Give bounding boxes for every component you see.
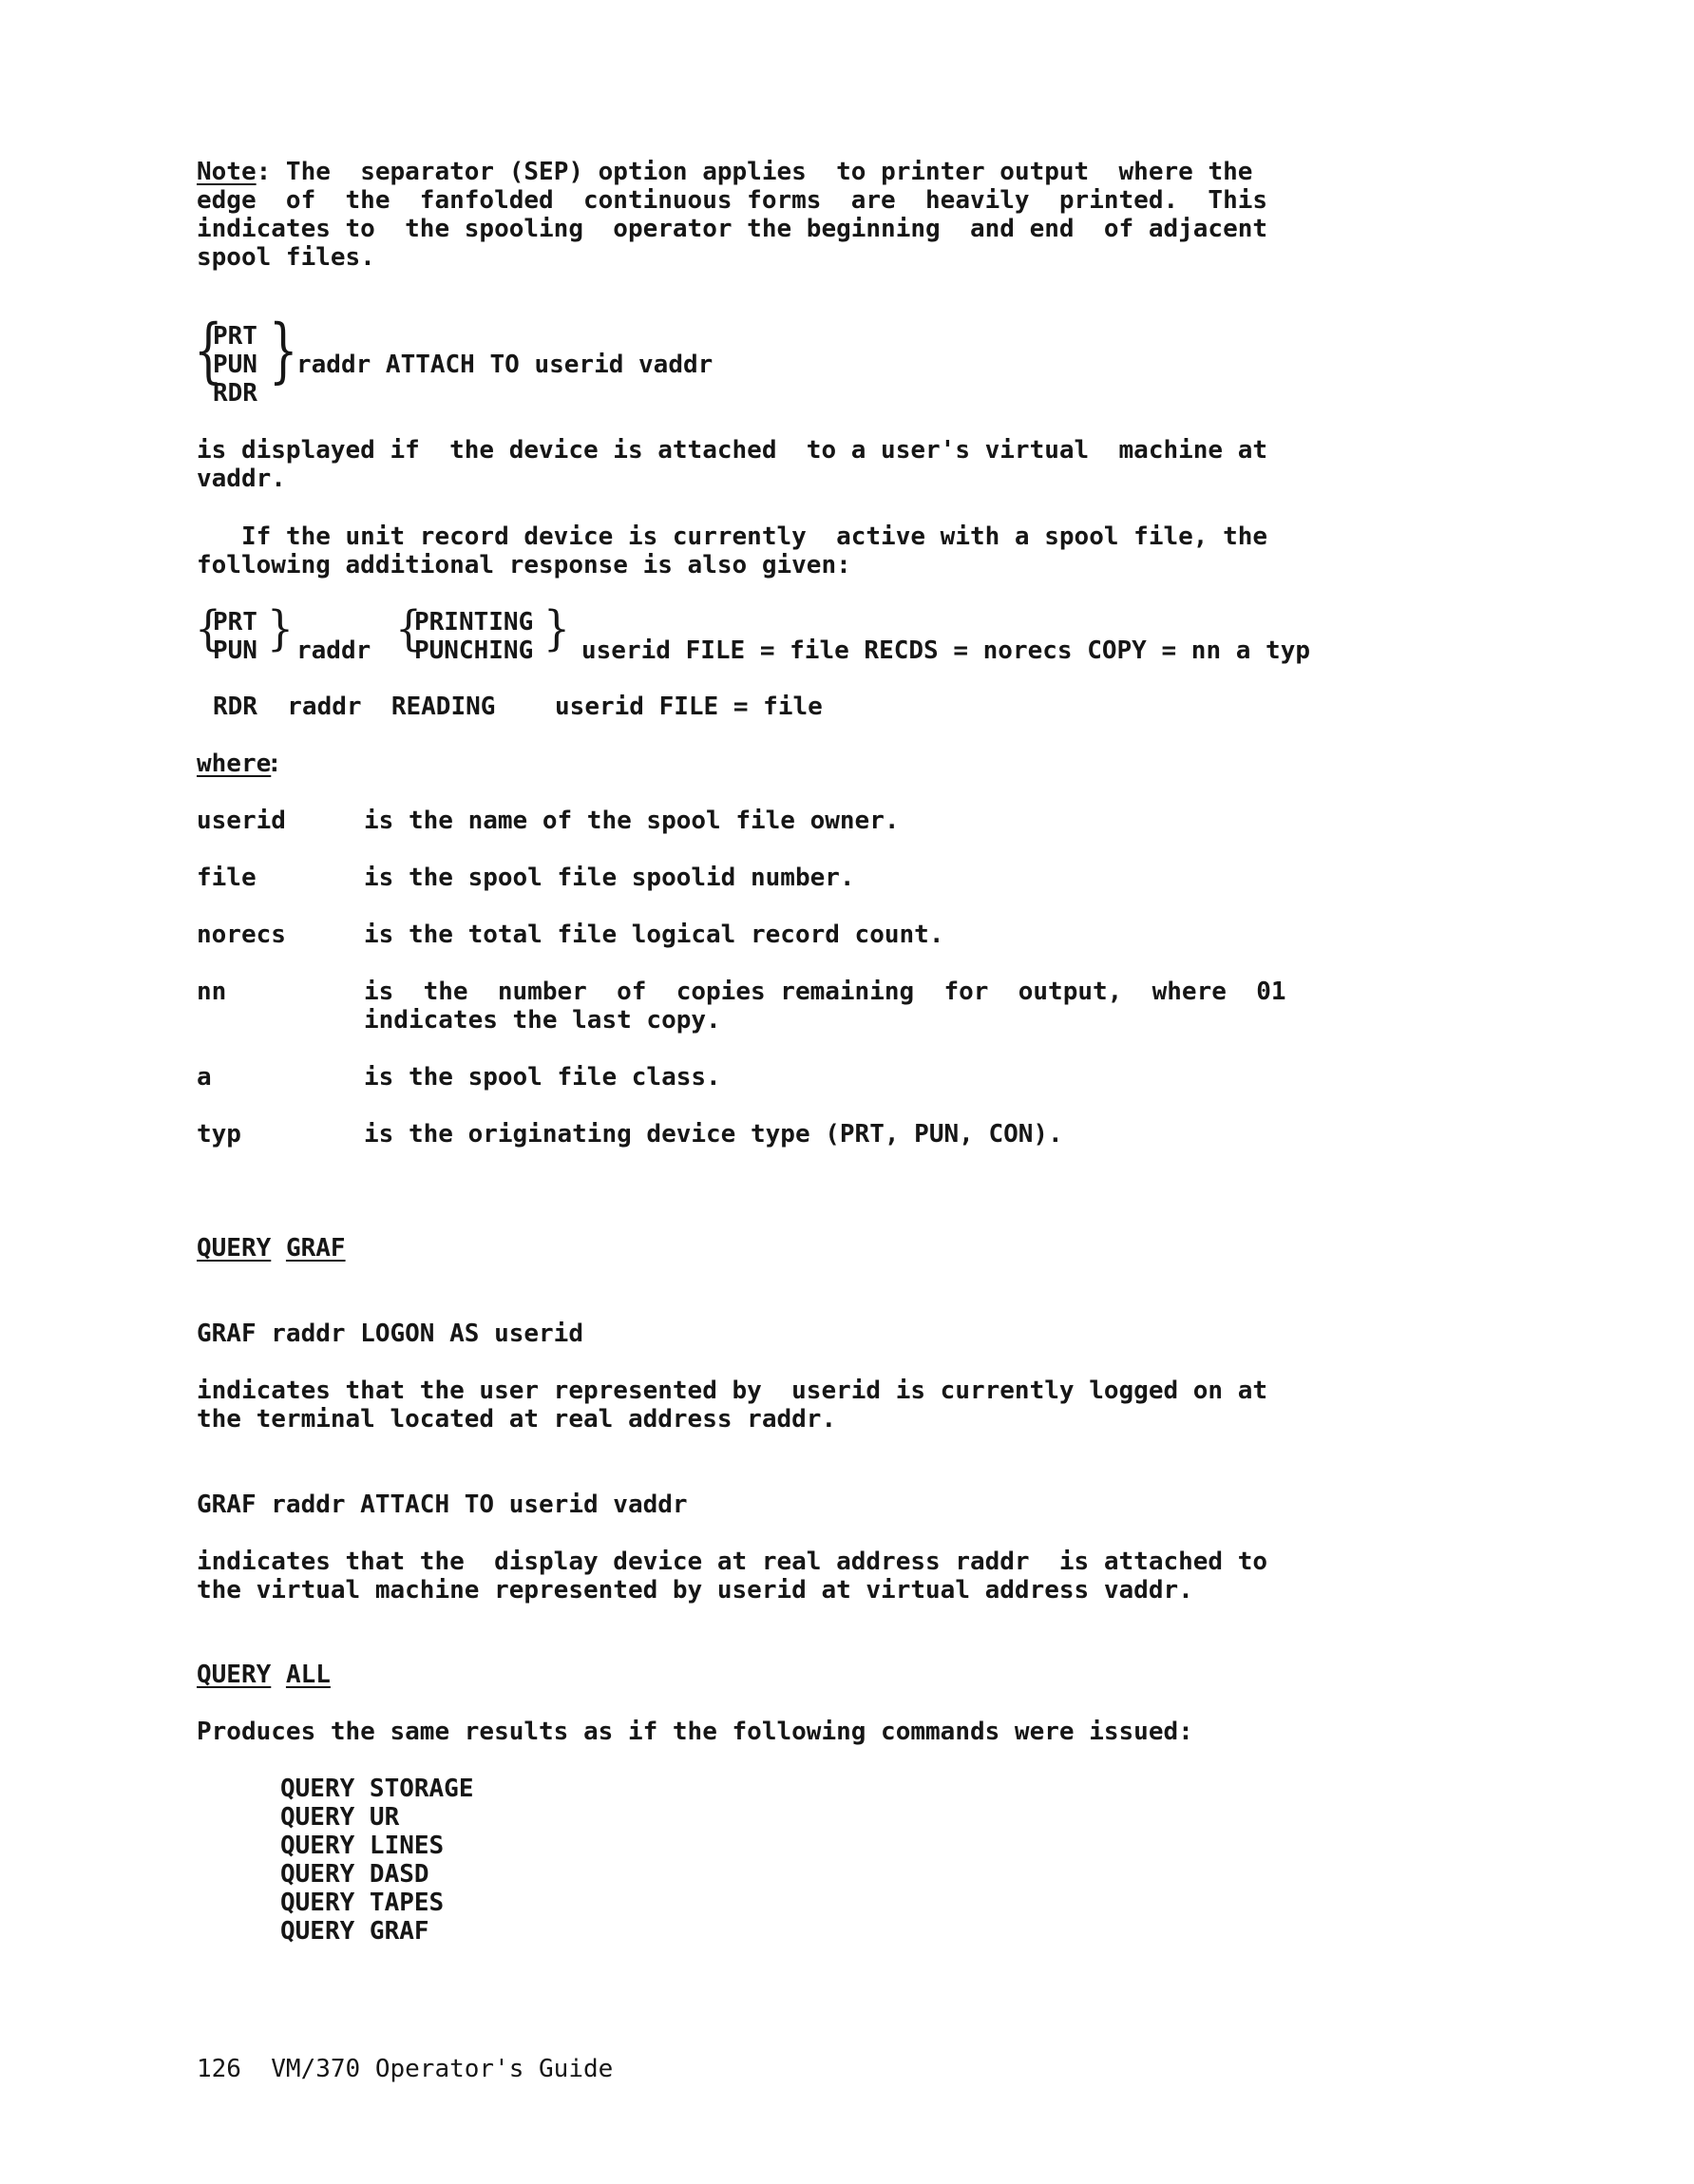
active-para-line-2: following additional response is also given: bbox=[197, 551, 851, 579]
where-colon: : bbox=[267, 750, 282, 778]
note-line-1: Note: The separator (SEP) option applies to printer output where the bbox=[197, 158, 1253, 186]
device-option: RDR bbox=[213, 379, 257, 408]
device-option: PRT bbox=[213, 608, 257, 636]
graf-attach-message: GRAF raddr ATTACH TO userid vaddr bbox=[197, 1491, 688, 1519]
active-tail: userid FILE = file RECDS = norecs COPY = nn a typ bbox=[581, 636, 1311, 665]
page-footer: 126 VM/370 Operator's Guide bbox=[197, 2055, 614, 2083]
left-brace: { bbox=[194, 309, 223, 392]
attach-desc-line-1: is displayed if the device is attached to a user's virtual machine at bbox=[197, 436, 1268, 465]
device-option: PUN bbox=[213, 351, 257, 379]
graf-attach-desc-2: the virtual machine represented by userid at virtual address vaddr. bbox=[197, 1576, 1193, 1605]
raddr-token: raddr bbox=[296, 636, 371, 665]
state-option: PUNCHING bbox=[414, 636, 534, 665]
device-option: PUN bbox=[213, 636, 257, 665]
right-brace: } bbox=[267, 601, 294, 656]
definition-term: nn bbox=[197, 978, 227, 1006]
rdr-line: RDR raddr READING userid FILE = file bbox=[213, 693, 823, 721]
device-option: PRT bbox=[213, 322, 257, 351]
command-line: QUERY GRAF bbox=[280, 1917, 429, 1946]
right-brace: } bbox=[269, 309, 298, 392]
command-line: QUERY UR bbox=[280, 1803, 400, 1832]
note-line-3: indicates to the spooling operator the beginning and end of adjacent bbox=[197, 215, 1268, 243]
definition-text: is the name of the spool file owner. bbox=[364, 807, 900, 835]
graf-logon-desc-2: the terminal located at real address raddr. bbox=[197, 1405, 837, 1434]
left-brace: { bbox=[195, 601, 221, 656]
command-line: QUERY STORAGE bbox=[280, 1775, 474, 1803]
definition-term: userid bbox=[197, 807, 286, 835]
definition-text: is the originating device type (PRT, PUN, CON). bbox=[364, 1120, 1063, 1149]
left-brace: { bbox=[395, 601, 422, 656]
definition-text: is the spool file class. bbox=[364, 1063, 721, 1092]
section-heading: QUERY GRAF bbox=[197, 1234, 346, 1263]
command-line: QUERY LINES bbox=[280, 1832, 445, 1860]
state-option: PRINTING bbox=[414, 608, 534, 636]
attach-message: raddr ATTACH TO userid vaddr bbox=[296, 351, 714, 379]
where-label: where bbox=[197, 750, 272, 778]
section-heading: QUERY ALL bbox=[197, 1661, 331, 1689]
definition-text: is the spool file spoolid number. bbox=[364, 864, 855, 892]
graf-attach-desc-1: indicates that the display device at real address raddr is attached to bbox=[197, 1548, 1268, 1576]
command-line: QUERY DASD bbox=[280, 1860, 429, 1889]
query-all-intro: Produces the same results as if the following commands were issued: bbox=[197, 1718, 1193, 1746]
note-line-2: edge of the fanfolded continuous forms are heavily printed. This bbox=[197, 186, 1268, 215]
note-label: Note bbox=[197, 158, 257, 186]
definition-term: norecs bbox=[197, 921, 286, 949]
graf-logon-desc-1: indicates that the user represented by userid is currently logged on at bbox=[197, 1377, 1268, 1405]
definition-term: file bbox=[197, 864, 257, 892]
definition-text: is the number of copies remaining for output, where 01 bbox=[364, 978, 1286, 1006]
definition-term: typ bbox=[197, 1120, 241, 1149]
graf-logon-message: GRAF raddr LOGON AS userid bbox=[197, 1320, 583, 1348]
note-line-4: spool files. bbox=[197, 243, 375, 272]
command-line: QUERY TAPES bbox=[280, 1889, 445, 1917]
attach-desc-line-2: vaddr. bbox=[197, 465, 286, 493]
definition-text: indicates the last copy. bbox=[364, 1006, 721, 1035]
definition-term: a bbox=[197, 1063, 212, 1092]
definition-text: is the total file logical record count. bbox=[364, 921, 944, 949]
right-brace: } bbox=[543, 601, 570, 656]
active-para-line-1: If the unit record device is currently active with a spool file, the bbox=[197, 522, 1268, 551]
